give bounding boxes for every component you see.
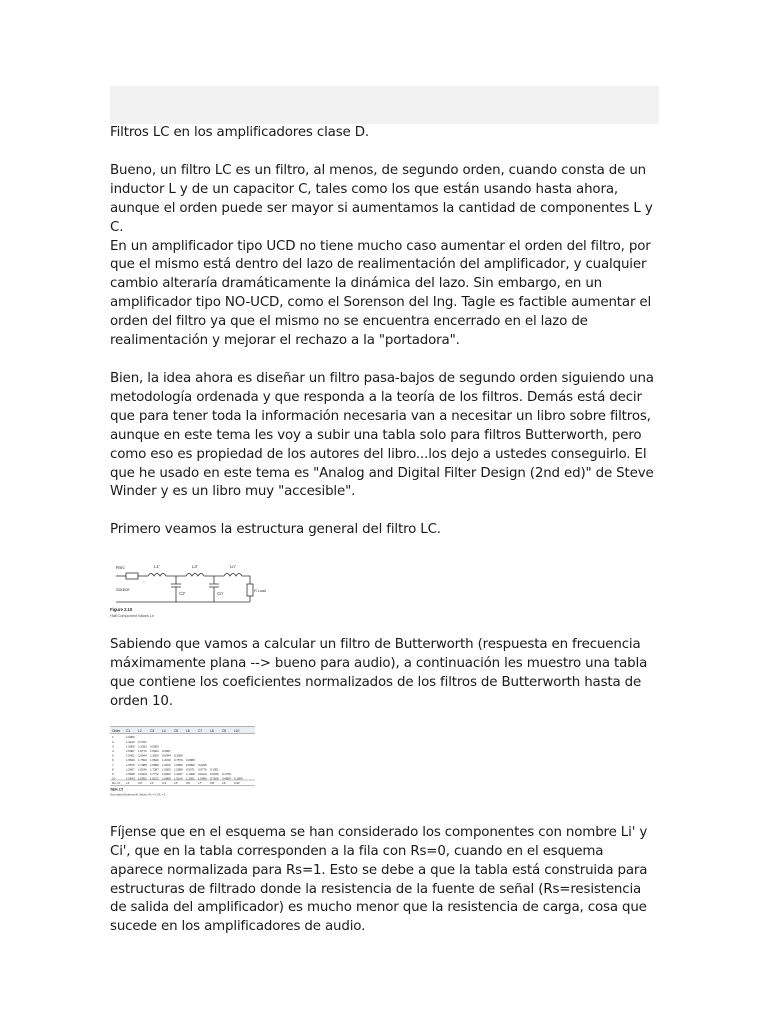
paragraph-ucd: En un amplificador tipo UCD no tiene mucho caso aumentar el orden del filtro, por que el mismo está dentro del lazo de realimentación del amplificador, y cualquier cambio alteraría dramáticamente la dinámica del lazo. Sin embargo, en un amplificador tipo NO-UCD, como el Sorenson del Ing. Tagle es factible aumentar el orden del filtro ya que el mismo no se encuentra encerrado en el lazo de realimentación y mejorar el rechazo a la "portadora". — [110, 238, 652, 349]
table-header-cell: Order — [112, 728, 120, 733]
table-cell: 0.3090 — [174, 753, 183, 758]
table-cell: 1.4037 — [174, 771, 183, 776]
table-cell: 1.6944 — [138, 753, 147, 758]
schematic-label-l1: L1' — [154, 564, 160, 570]
table-cell: 0.1564 — [234, 776, 243, 781]
table-cell: 0.5776 — [198, 767, 207, 772]
table-cell: 1.8246 — [138, 767, 147, 772]
table-cell: 1.7287 — [150, 767, 159, 772]
table-cell: C2' — [138, 781, 143, 786]
table-cell: 8 — [112, 767, 114, 772]
paragraph-intro: Bueno, un filtro LC es un filtro, al menos, de segundo orden, cuando consta de un inductor L y de un capacitor C, tales como los que están usando hasta ahora, aunque el orden puede ser mayor si aumentamos la cantidad de componentes L y C. — [110, 162, 653, 235]
table-cell: 0.4654 — [222, 776, 231, 781]
paragraph-structure: Primero veamos la estructura general del filtro LC. — [110, 522, 441, 538]
table-cell: 0.6560 — [186, 762, 195, 767]
table-cell: 1.1408 — [186, 771, 195, 776]
table-cell: 1.5283 — [162, 767, 171, 772]
table-cell: 1.5643 — [126, 776, 135, 781]
table-cell: 1.2921 — [186, 776, 195, 781]
table-cell: 1.5307 — [126, 748, 135, 753]
table-cell: 1.7593 — [138, 758, 147, 763]
schematic-label-cn: Cn' — [217, 591, 224, 597]
table-header-cell: C7 — [198, 728, 203, 733]
table-cell: 1.0406 — [198, 776, 207, 781]
table-cell: 2 — [112, 739, 114, 744]
table-cell: 1.8121 — [150, 776, 159, 781]
table-cell: 1 — [112, 735, 114, 740]
table-cell: L3' — [150, 781, 154, 786]
table-cell: 1.5000 — [126, 744, 135, 749]
table-cell: 1.0550 — [174, 762, 183, 767]
table-cell: L7' — [198, 781, 202, 786]
schematic-caption-title: Figure 2.10 — [110, 607, 133, 613]
table-cell: Rs = 0 — [112, 781, 121, 786]
table-cell: 1.2588 — [174, 767, 183, 772]
table-cell: 0.5000 — [150, 744, 159, 749]
paragraph-block-1 — [110, 162, 658, 351]
table-cell: 1.6202 — [162, 771, 171, 776]
table-cell: 0.7071 — [138, 739, 147, 744]
table-cell: 1.5576 — [126, 762, 135, 767]
document-body — [110, 124, 658, 937]
table-cell: 10 — [112, 776, 116, 781]
table-cell: 1.5607 — [126, 767, 135, 772]
table-cell: 1.3820 — [150, 753, 159, 758]
schematic-label-l3: L3' — [192, 564, 198, 570]
table-header-cell: C3 — [150, 728, 155, 733]
schematic-label-rsrc: Rsrc — [116, 565, 125, 571]
butterworth-coefficient-table — [110, 726, 256, 806]
paragraph-butterworth: Sabiendo que vamos a calcular un filtro de Butterworth (respuesta en frecuencia máximamente plana --> bueno para audio), a continuación les muestro una tabla que contiene los coeficientes normalizados de los filtros de Butterworth hasta de orden 10. — [110, 637, 648, 709]
table-cell: 0.8414 — [198, 771, 207, 776]
table-cell: 1.5628 — [126, 771, 135, 776]
table-cell: C6' — [186, 781, 191, 786]
lc-filter-schematic — [110, 554, 266, 620]
table-cell: L1' — [126, 781, 130, 786]
table-cell: L9' — [222, 781, 226, 786]
table-cell: 1.3333 — [138, 744, 147, 749]
table-cell: 1.5100 — [174, 776, 183, 781]
table-cell: 1.8424 — [138, 771, 147, 776]
table-cell: 0.1736 — [222, 771, 231, 776]
schematic-label-c2: C2' — [179, 591, 186, 597]
table-cell: 0.9371 — [186, 767, 195, 772]
table-cell: 3 — [112, 744, 114, 749]
table-caption-text: Normalized Butterworth Values, Rs = 0, RL = 1 — [110, 792, 166, 797]
paragraph-conclusion: Fíjense que en el esquema se han considerado los componentes con nombre Li' y Ci', que en la tabla corresponden a la fila con Rs=0, cuando en el esquema aparece normalizada para Rs=1. Esto se debe a que la tabla está construida para estructuras de filtrado donde la resistencia de la fuente de señal (Rs=resistencia de salida del amplificador) es mucho menor que la resistencia de carga, cosa que sucede en los amplificadores de audio. — [110, 824, 648, 935]
table-cell: 1.7772 — [150, 771, 159, 776]
table-cell: 5 — [112, 753, 114, 758]
document-title: Filtros LC en los amplificadores clase D. — [110, 125, 369, 140]
table-caption-title: Table 2.5 — [110, 787, 123, 792]
table-cell: 1.7988 — [138, 762, 147, 767]
table-cell: 0.3827 — [162, 748, 171, 753]
table-cell: C10' — [234, 781, 240, 786]
table-cell: 0.5155 — [210, 771, 219, 776]
table-cell: 1.2016 — [162, 758, 171, 763]
table-cell: 0.2225 — [198, 762, 207, 767]
table-cell: 1.5772 — [138, 748, 147, 753]
table-header-cell: L2 — [138, 728, 142, 733]
table-cell: 1.5451 — [126, 753, 135, 758]
table-cell: L5' — [174, 781, 178, 786]
schematic-label-ln: Ln' — [230, 564, 236, 570]
table-header-cell: L6 — [186, 728, 190, 733]
paragraph-design: Bien, la idea ahora es diseñar un filtro pasa-bajos de segundo orden siguiendo una metodología ordenada y que responda a la teoría de los filtros. Demás está decir que para tener toda la información necesaria van a necesitar un libro sobre filtros, aunque en este tema les voy a subir una tabla solo para filtros Butterworth, pero como eso es propiedad de los autores del libro...los dejo a ustedes conseguirlo. El que he usado en este tema es "Analog and Digital Filter Design (2nd ed)" de Steve Winder y es un libro muy "accesible". — [110, 370, 654, 500]
table-cell: C4' — [162, 781, 167, 786]
table-cell: 1.6869 — [162, 776, 171, 781]
table-header-cell: L10 — [234, 728, 240, 733]
schematic-label-rload: R Load — [254, 588, 266, 594]
schematic-label-source: Source — [116, 587, 130, 593]
table-cell: 0.8944 — [162, 753, 171, 758]
table-cell: 1.5529 — [150, 758, 159, 763]
table-cell: 4 — [112, 748, 114, 753]
table-cell: 1.0824 — [150, 748, 159, 753]
header-band — [110, 86, 659, 124]
schematic-caption-text: Half Component Values Ln — [110, 613, 154, 619]
table-cell: 1.3972 — [162, 762, 171, 767]
table-header-cell: L8 — [210, 728, 214, 733]
table-cell: 0.7579 — [174, 758, 183, 763]
table-header-cell: C5 — [174, 728, 179, 733]
table-cell: 9 — [112, 771, 114, 776]
table-cell: 0.1951 — [210, 767, 219, 772]
table-cell: 1.8552 — [138, 776, 147, 781]
table-cell: 7 — [112, 762, 114, 767]
table-cell: 1.5529 — [126, 758, 135, 763]
table-cell: 1.4142 — [126, 739, 135, 744]
table-cell: 0.2588 — [186, 758, 195, 763]
table-cell: C8' — [210, 781, 215, 786]
table-cell: 0.7626 — [210, 776, 219, 781]
table-header-cell: C1 — [126, 728, 131, 733]
table-header-cell: L4 — [162, 728, 166, 733]
table-cell: 1.0000 — [126, 735, 135, 740]
table-cell: 1.6588 — [150, 762, 159, 767]
table-header-cell: C9 — [222, 728, 227, 733]
table-cell: 6 — [112, 758, 114, 763]
